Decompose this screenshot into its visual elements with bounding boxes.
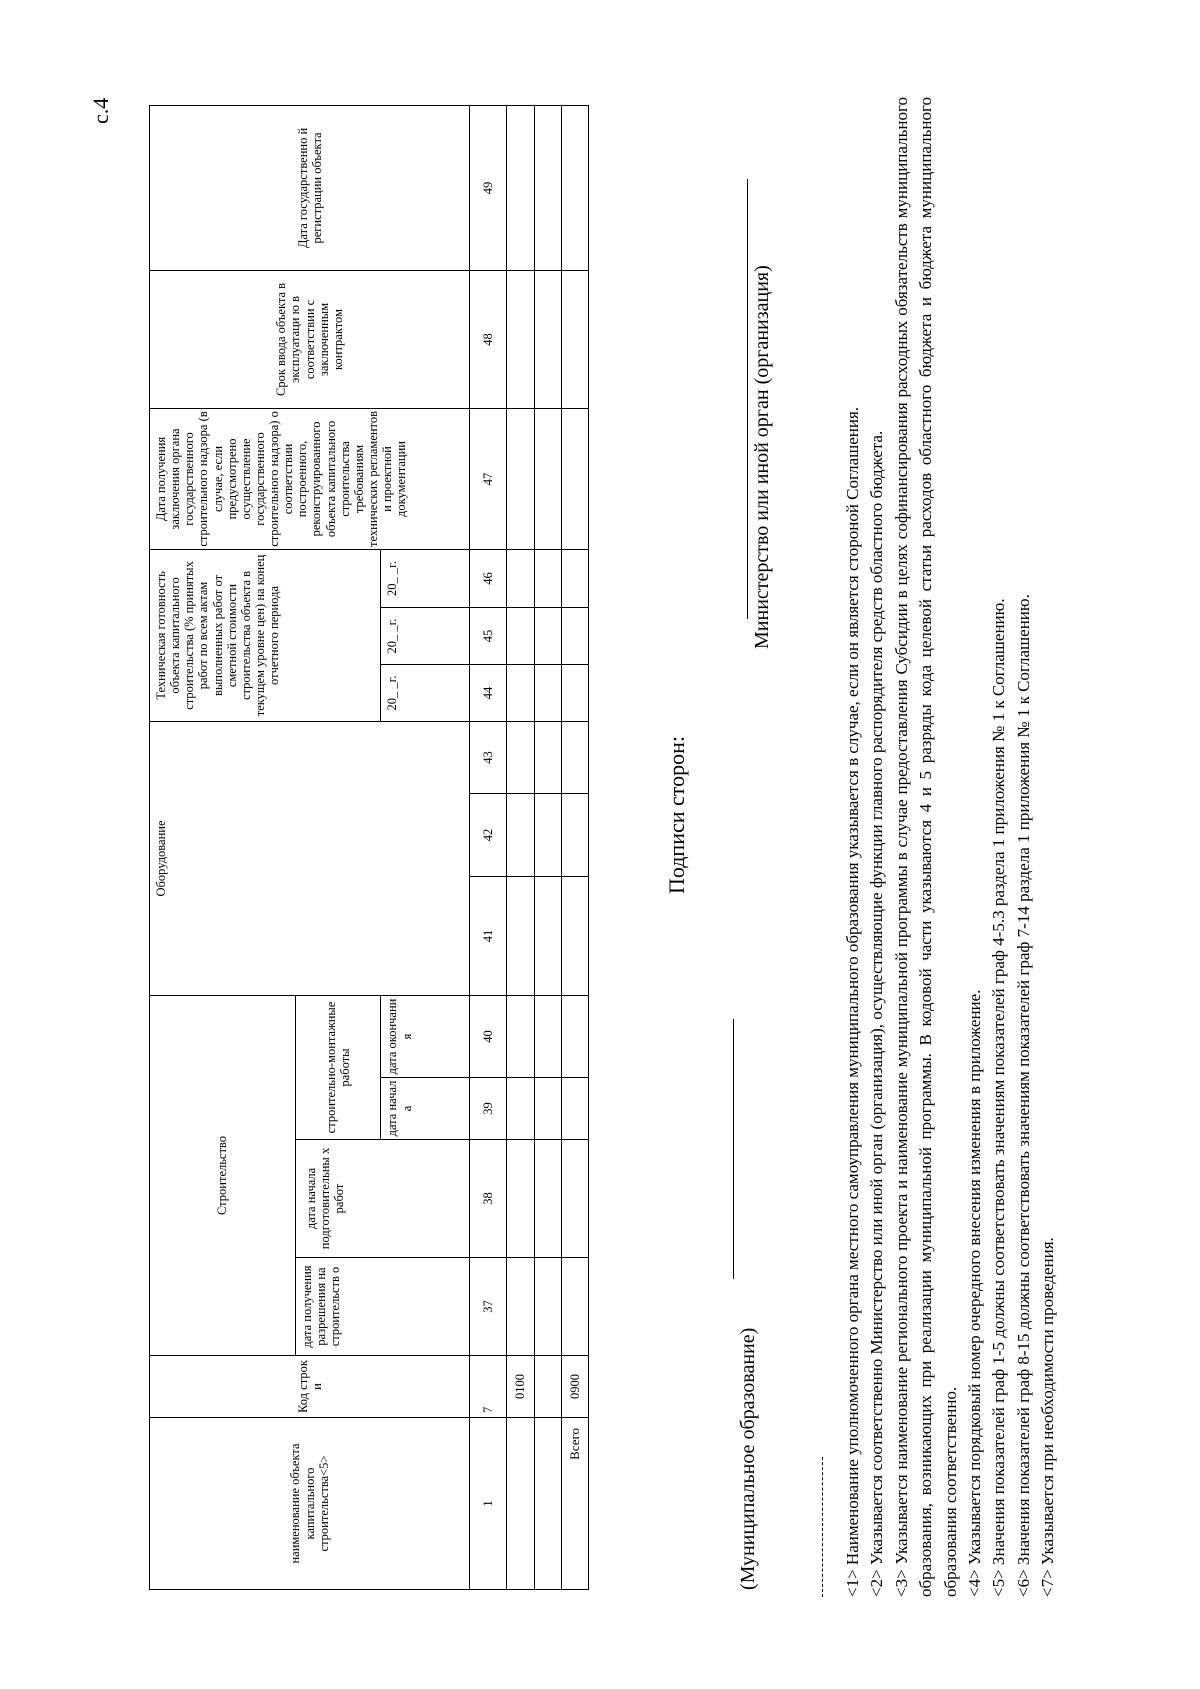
header-permit-date: дата получения разрешения на строительств о [295,1258,470,1356]
table-row [534,105,561,1589]
column-number: 48 [470,270,507,408]
header-prep-works-date: дата начала подготовительны х работ [295,1140,470,1258]
header-row-code: Код строк и [150,1356,470,1418]
footnote: <7> Указывается при необходимости проведения. [1038,1237,1058,1597]
header-technical-readiness: Техническая готовность объекта капитального строительства (% принятых работ по всем актам выполненных работ от сметной стоимости строительства объекта в текущем уровне цен) на конец отчетного периода [150,549,381,721]
header-commissioning-term: Срок ввода объекта в эксплуатаци ю в соответствии с заключенным контрактом [150,270,470,408]
page-number: с.4 [88,97,113,124]
ministry-signature-line [747,179,748,619]
footnote-separator [822,1457,823,1597]
header-object-name: наименование объекта капитального строительства<5> [150,1418,470,1590]
header-year-3: 20_ _г. [381,549,470,607]
municipality-signature-label: (Муниципальное образование) [737,1327,759,1590]
column-number: 1 [470,1418,507,1590]
header-supervision-conclusion: Дата получения заключения органа государственного строительного надзора (в случае, если предусмотрено осуществление государственного строительного надзора) о соответствии построенного, реконструированного объекта капитального строительства требованиям технических регламентов и проектной документации [150,408,470,549]
column-number: 38 [470,1140,507,1258]
footnote: <6> Значения показателей граф 8-15 должны соответствовать значениям показателей граф 7-14 раздела 1 приложения № 1 к Соглашению. [1013,594,1033,1597]
column-number: 37 [470,1258,507,1356]
row-total-label: Всего [561,1418,588,1590]
table-row [507,105,534,1589]
header-construction: Строительство [150,995,296,1355]
row-code: 0100 [507,1356,534,1418]
column-number: 7 [470,1356,507,1418]
table-row [561,105,588,1589]
footnote: <5> Значения показателей граф 1-5 должны соответствовать значениям показателей граф 4-5.3 раздела 1 приложения № 1 к Соглашению. [989,598,1009,1597]
column-number: 41 [470,876,507,995]
column-number-row [470,105,507,1589]
column-number: 47 [470,408,507,549]
footnote: <1> Наименование уполномоченного органа местного самоуправления муниципального образования указывается в случае, если он является стороной Соглашения. [843,406,862,1597]
column-number: 45 [470,607,507,664]
column-number: 43 [470,721,507,793]
capital-construction-table [149,105,589,1590]
column-number: 39 [470,1078,507,1140]
header-assembly-start: дата начал а [381,1078,470,1140]
header-equipment: Оборудование [150,721,470,995]
header-year-2: 20_ _г. [381,607,470,664]
header-registration-date: Дата государственно й регистрации объекта [150,105,470,270]
column-number: 42 [470,793,507,876]
signatures-title: Подписи сторон: [664,736,689,895]
footnote: <2> Указывается соответственно Министерство или иной орган (организация), осуществляющие функции главного распорядителя средств областного бюджета. [867,430,887,1597]
row-name [507,1418,534,1590]
row-code [534,1356,561,1418]
header-assembly-works: строительно-монтажные работы [295,995,381,1139]
ministry-signature-label: Министерство или иной орган (организация) [751,265,773,649]
footnotes [822,97,1061,1597]
footnote: <4> Указывается порядковый номер очередного внесения изменения в приложение. [965,989,985,1597]
column-number: 46 [470,549,507,607]
header-assembly-end: дата окончани я [381,995,470,1077]
footnote: <3> Указывается наименование регионального проекта и наименование муниципальной программы в случае предоставления Субсидии в целях софинансирования расходных обязательств муниципального образования, возникающих при реализации муниципальной программы. В кодовой части указываются 4 и 5 разряды кода целевой статьи расходов областного бюджета и бюджета муниципального образования соответственно. [891,97,960,1597]
row-name [534,1418,561,1590]
column-number: 49 [470,105,507,270]
header-year-1: 20_ _г. [381,664,470,721]
column-number: 40 [470,995,507,1077]
row-code: 0900 [561,1356,588,1418]
column-number: 44 [470,664,507,721]
municipality-signature-line [733,1019,734,1279]
